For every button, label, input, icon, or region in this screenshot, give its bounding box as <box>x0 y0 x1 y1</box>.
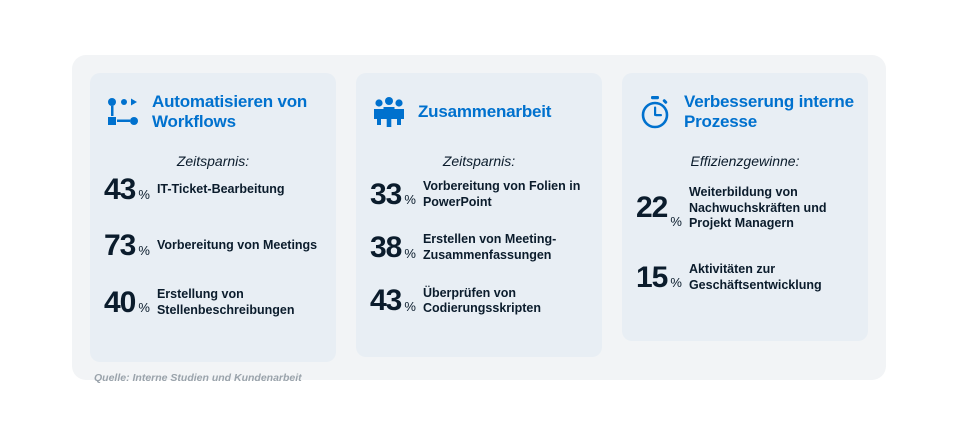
stopwatch-icon <box>636 92 674 132</box>
card-header <box>104 87 322 137</box>
stat-value: 40 <box>104 285 136 319</box>
stat-item <box>104 231 322 261</box>
stat-item <box>370 179 588 210</box>
people-group-icon <box>370 92 408 132</box>
card-zusammenarbeit <box>356 73 602 357</box>
stat-value: 73 <box>104 229 136 262</box>
stat-unit: % <box>138 300 150 316</box>
stat-label: Erstellung von Stellenbeschreibungen <box>156 287 295 317</box>
stat-label: Erstellen von Meeting-Zusammenfassungen <box>422 232 557 262</box>
workflow-nodes-icon <box>104 92 142 132</box>
stats-list <box>370 179 588 317</box>
stat-item <box>370 286 588 317</box>
stat-label: Aktivitäten zur Geschäftsentwicklung <box>688 261 822 292</box>
source-note: Quelle: Interne Studien und Kundenarbeit <box>94 372 302 385</box>
stat-unit: % <box>138 187 150 202</box>
stat-label: Vorbereitung von Meetings <box>156 238 318 253</box>
stat-value: 38 <box>370 230 402 264</box>
stat-value: 43 <box>370 284 402 318</box>
card-title: Verbesserung interne Prozesse <box>684 92 854 131</box>
stat-item <box>636 185 854 232</box>
stat-label: IT-Ticket-Bearbeitung <box>156 182 285 197</box>
infographic-panel <box>72 55 886 385</box>
card-subtitle: Zeitsparnis: <box>176 153 250 169</box>
stat-value: 43 <box>104 173 136 206</box>
card-verbesserung-interne-prozesse <box>622 73 868 341</box>
stat-value: 15 <box>636 260 668 294</box>
stat-unit: % <box>670 213 682 229</box>
stat-value: 33 <box>370 177 402 211</box>
stat-label: Vorbereitung von Folien in PowerPoint <box>422 179 581 209</box>
cards-row <box>90 73 868 362</box>
stats-list <box>636 185 854 293</box>
card-header <box>370 87 588 137</box>
card-subtitle: Zeitsparnis: <box>442 153 516 169</box>
stat-item <box>370 232 588 263</box>
card-automatisieren-von-workflows <box>90 73 336 362</box>
stat-unit: % <box>404 298 416 314</box>
stat-unit: % <box>670 275 682 291</box>
stat-unit: % <box>404 245 416 261</box>
stat-label: Weiterbildung von Nachwuchskräften und Projekt Managern <box>688 185 827 231</box>
stats-list <box>104 175 322 318</box>
card-subtitle: Effizienzgewinne: <box>690 153 800 169</box>
card-header <box>636 87 854 137</box>
stat-value: 22 <box>636 191 668 225</box>
stat-unit: % <box>404 192 416 208</box>
stat-item <box>104 175 322 205</box>
card-title: Automatisieren von Workflows <box>152 92 308 131</box>
stat-label: Überprüfen von Codierungsskripten <box>422 285 542 316</box>
stat-unit: % <box>138 243 150 258</box>
stat-item <box>636 262 854 293</box>
card-title: Zusammenarbeit <box>418 102 552 122</box>
stat-item <box>104 287 322 318</box>
